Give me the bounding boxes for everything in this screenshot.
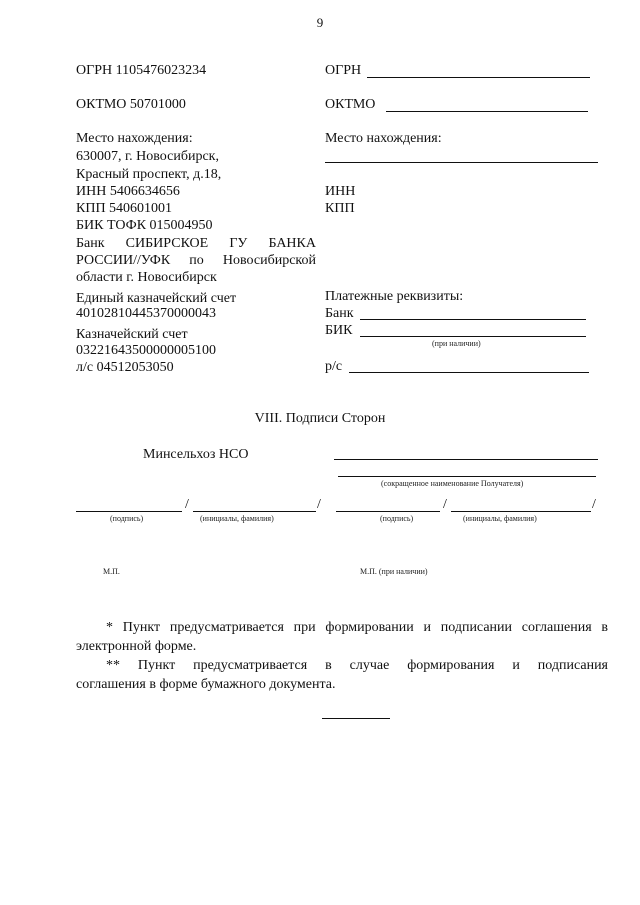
recipient-name-field-1[interactable] [334, 459, 598, 460]
page-number: 9 [316, 15, 324, 30]
right-inn-label: ИНН [325, 184, 356, 199]
right-ogrn-field[interactable] [367, 77, 590, 78]
recipient-short-name-note: (сокращенное наименование Получателя) [381, 479, 524, 488]
left-slash-1: / [185, 497, 189, 512]
left-sign-field[interactable] [76, 511, 182, 512]
left-bik: БИК ТОФК 015004950 [76, 218, 213, 233]
right-initials-label: (инициалы, фамилия) [463, 514, 537, 523]
left-bank-block [76, 235, 316, 286]
right-rs-label: р/с [325, 359, 343, 374]
footnote-1-line-2: электронной форме. [76, 639, 197, 654]
right-initials-field[interactable] [451, 511, 591, 512]
right-location-label: Место нахождения: [325, 131, 442, 146]
left-kpp: КПП 540601001 [76, 201, 173, 216]
right-bank-label: Банк [325, 306, 354, 321]
right-sign-field[interactable] [336, 511, 440, 512]
footnote-1-line-1: * Пункт предусматривается при формировании и подписании соглашения в [106, 620, 608, 635]
left-party-name: Минсельхоз НСО [143, 447, 249, 462]
right-kpp-label: КПП [325, 201, 355, 216]
footnote-2-line-1: ** Пункт предусматривается в случае формирования и подписания [106, 658, 608, 673]
left-slash-2: / [317, 497, 321, 512]
left-oktmo: ОКТМО 50701000 [76, 97, 186, 112]
left-treasury-account2: 03221643500000005100 [76, 343, 216, 358]
right-bik-field[interactable] [360, 336, 586, 337]
right-payment-label: Платежные реквизиты: [325, 289, 464, 304]
section-title: VIII. Подписи Сторон [254, 411, 386, 426]
left-personal-account: л/с 04512053050 [76, 360, 174, 375]
recipient-name-field-2[interactable] [338, 476, 596, 477]
left-bank-line-1: Банк СИБИРСКОЕ ГУ БАНКА [76, 236, 316, 251]
closing-rule [322, 718, 390, 719]
right-slash-2: / [592, 497, 596, 512]
left-inn: ИНН 5406634656 [76, 184, 180, 199]
right-rs-field[interactable] [349, 372, 589, 373]
right-slash-1: / [443, 497, 447, 512]
right-oktmo-field[interactable] [386, 111, 588, 112]
left-treasury-account-label: Единый казначейский счет [76, 291, 237, 306]
left-address-line-1: 630007, г. Новосибирск, [76, 149, 219, 164]
right-location-field[interactable] [325, 162, 598, 163]
right-bik-note: (при наличии) [432, 339, 481, 348]
right-bank-field[interactable] [360, 319, 586, 320]
left-bank-line-3: области г. Новосибирск [76, 270, 217, 285]
left-treasury-account2-label: Казначейский счет [76, 327, 188, 342]
left-sign-label: (подпись) [110, 514, 144, 523]
left-initials-field[interactable] [193, 511, 316, 512]
left-initials-label: (инициалы, фамилия) [200, 514, 274, 523]
left-treasury-account: 40102810445370000043 [76, 306, 216, 321]
left-ogrn: ОГРН 1105476023234 [76, 63, 207, 78]
footnote-2-line-2: соглашения в форме бумажного документа. [76, 677, 336, 692]
left-location-label: Место нахождения: [76, 131, 193, 146]
left-stamp-label: М.П. [103, 567, 120, 576]
right-bik-label: БИК [325, 323, 353, 338]
left-address-line-2: Красный проспект, д.18, [76, 167, 222, 182]
right-oktmo-label: ОКТМО [325, 97, 376, 112]
right-sign-label: (подпись) [380, 514, 414, 523]
right-stamp-label: М.П. (при наличии) [360, 567, 428, 576]
right-ogrn-label: ОГРН [325, 63, 362, 78]
left-bank-line-2: РОССИИ//УФК по Новосибирской [76, 253, 316, 268]
